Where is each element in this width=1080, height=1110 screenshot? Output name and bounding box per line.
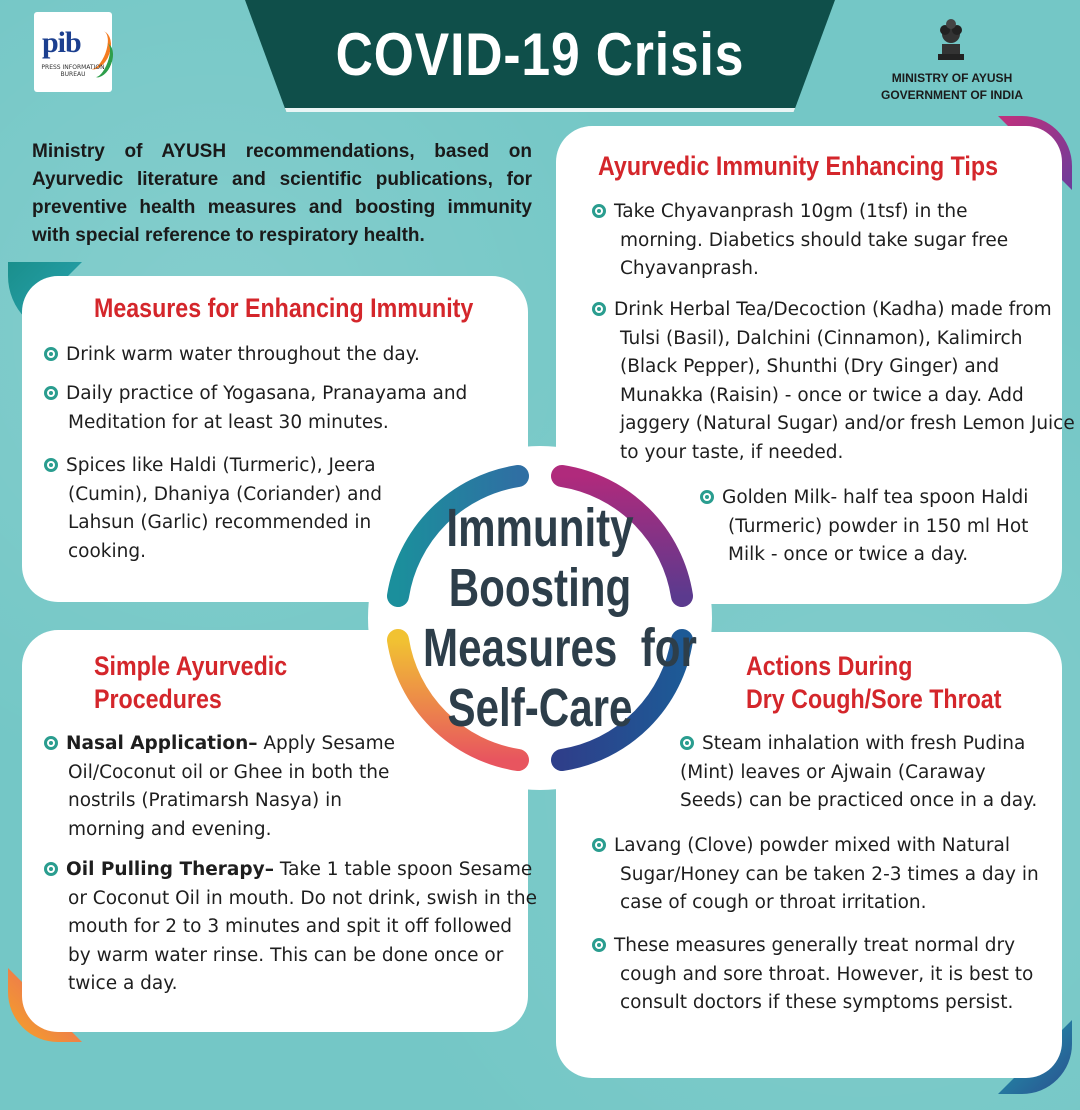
ministry-label	[868, 70, 1036, 104]
item-text: Steam inhalation with fresh Pudina (Mint) leaves or Ajwain (Caraway Seeds) can be practiced once in a day.	[680, 733, 1038, 811]
item-text: Drink warm water throughout the day.	[66, 344, 420, 365]
logo-text: pib	[42, 26, 81, 59]
list-item	[44, 856, 538, 999]
procedures-heading	[94, 650, 287, 716]
item-label: Oil Pulling Therapy–	[66, 859, 274, 880]
item-text: Lavang (Clove) powder mixed with Natural Sugar/Honey can be taken 2-3 times a day in case of cough or throat irritation.	[614, 835, 1039, 913]
item-text: Golden Milk- half tea spoon Haldi (Turmeric) powder in 150 ml Hot Milk - once or twice a day.	[722, 487, 1029, 565]
center-line3: Measures for	[423, 618, 697, 678]
pib-logo	[34, 12, 112, 92]
center-line1: Immunity	[446, 498, 634, 558]
bullet-icon	[592, 302, 606, 316]
immunity-heading: Measures for Enhancing Immunity	[94, 293, 474, 323]
list-item	[592, 832, 1060, 918]
procedures-heading-line1: Simple Ayurvedic	[94, 651, 288, 681]
list-item	[700, 484, 1068, 570]
page-title: COVID-19 Crisis	[335, 21, 745, 88]
item-text: Apply Sesame Oil/Coconut oil or Ghee in both the nostrils (Pratimarsh Nasya) in morning and evening.	[68, 733, 395, 840]
cough-heading-line1: Actions During	[746, 651, 913, 681]
bullet-icon	[592, 838, 606, 852]
item-text: Take Chyavanprash 10gm (1tsf) in the morning. Diabetics should take sugar free Chyavanprash.	[614, 201, 1009, 279]
cough-heading	[746, 650, 1001, 716]
bullet-icon	[44, 386, 58, 400]
list-item	[680, 730, 1050, 816]
bullet-icon	[592, 938, 606, 952]
bullet-icon	[44, 736, 58, 750]
item-text: Daily practice of Yogasana, Pranayama and Meditation for at least 30 minutes.	[66, 383, 468, 433]
tips-heading: Ayurvedic Immunity Enhancing Tips	[598, 151, 998, 181]
item-text: Drink Herbal Tea/Decoction (Kadha) made from Tulsi (Basil), Dalchini (Cinnamon), Kalimirch (Black Pepper), Shunthi (Dry Ginger) and Munakka (Raisin) - once or twice a day. Add jaggery (Natural Sugar) and/or fresh Lemon Juice to your taste, if needed.	[614, 299, 1075, 463]
ministry-line1: MINISTRY OF AYUSH	[891, 71, 1013, 85]
bullet-icon	[44, 347, 58, 361]
cough-heading-line2: Dry Cough/Sore Throat	[746, 684, 1002, 714]
bullet-icon	[44, 862, 58, 876]
procedures-heading-line2: Procedures	[94, 684, 222, 714]
center-title	[423, 498, 697, 738]
bullet-icon	[44, 458, 58, 472]
national-emblem-icon	[934, 14, 968, 64]
logo-subtext: PRESS INFORMATION BUREAU	[41, 64, 105, 78]
center-line4: Self-Care	[447, 678, 633, 738]
ministry-line2: GOVERNMENT OF INDIA	[880, 88, 1023, 102]
item-text: Take 1 table spoon Sesame or Coconut Oil in mouth. Do not drink, swish in the mouth for 2 to 3 minutes and spit it off followed by warm water rinse. This can be done once or twice a day.	[68, 859, 537, 994]
list-item	[592, 932, 1050, 1018]
center-line2: Boosting	[448, 558, 632, 618]
item-text: Spices like Haldi (Turmeric), Jeera (Cumin), Dhaniya (Coriander) and Lahsun (Garlic) recommended in cooking.	[66, 455, 382, 562]
list-item	[592, 198, 1010, 284]
item-label: Nasal Application–	[66, 733, 258, 754]
list-item	[44, 380, 508, 437]
bullet-icon	[592, 204, 606, 218]
intro-paragraph: Ministry of AYUSH recommendations, based on Ayurvedic literature and scientific publications, for preventive health measures and boosting immunity with special reference to respiratory health.	[32, 141, 532, 246]
list-item	[44, 452, 398, 566]
list-item	[44, 341, 484, 370]
item-text: These measures generally treat normal dry cough and sore throat. However, it is best to consult doctors if these symptoms persist.	[614, 935, 1034, 1013]
